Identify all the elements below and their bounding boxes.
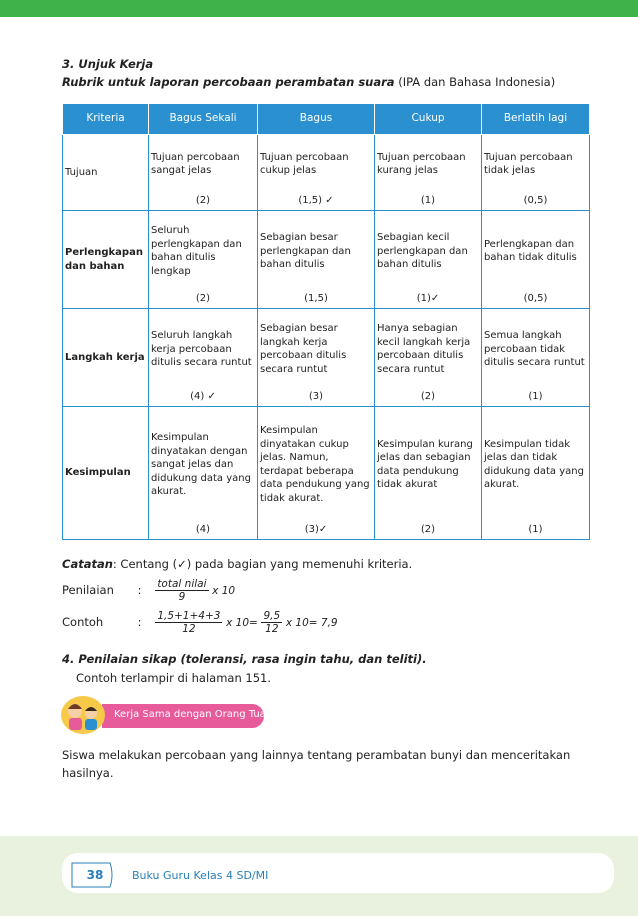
section-4-title: 4. Penilaian sikap (toleransi, rasa ingin tahu, dan teliti). <box>62 652 427 666</box>
family-illustration-icon <box>60 695 106 739</box>
fraction-numerator: 9,5 <box>263 610 281 622</box>
cell-score: (1,5) ✓ <box>298 194 334 206</box>
rubric-cell <box>375 407 482 540</box>
cell-description: Kesimpulan dinyatakan cukup jelas. Namun, terdapat beberapa data pendukung yang tidak akurat. <box>260 425 370 504</box>
table-row <box>63 211 590 309</box>
section-3-title: 3. Unjuk Kerja <box>62 57 154 71</box>
cell-score: (0,5) <box>523 194 548 206</box>
header-cell: Bagus Sekali <box>149 104 258 135</box>
cell-score: (3) <box>308 390 324 402</box>
criterion-cell: Tujuan <box>63 135 149 211</box>
cell-description: Sebagian kecil perlengkapan dan bahan ditulis <box>377 232 468 270</box>
table-row <box>63 407 590 540</box>
contoh-suffix: x 10= 7,9 <box>285 617 338 629</box>
catatan-note <box>62 557 412 571</box>
footer-book-title: Buku Guru Kelas 4 SD/MI <box>132 869 269 882</box>
cell-score: (3)✓ <box>304 523 328 535</box>
top-green-bar <box>0 0 638 17</box>
criterion-cell: Perlengkapan dan bahan <box>63 211 149 309</box>
table-row <box>63 135 590 211</box>
catatan-label: Catatan <box>62 557 113 571</box>
fraction-numerator: 1,5+1+4+3 <box>157 610 221 622</box>
penilaian-suffix: x 10 <box>212 585 236 597</box>
cell-score: (0,5) <box>523 292 548 304</box>
section-4-subtitle: Contoh terlampir di halaman 151. <box>76 671 272 685</box>
cell-description: Tujuan percobaan tidak jelas <box>484 151 573 177</box>
cell-description: Hanya sebagian kecil langkah kerja percobaan ditulis secara runtut <box>377 323 471 375</box>
rubric-title-bold: Rubrik untuk laporan percobaan perambatan suara <box>62 75 395 89</box>
rubric-cell <box>149 309 258 407</box>
rubric-cell <box>375 309 482 407</box>
page-number: 38 <box>86 868 104 882</box>
rubric-cell <box>258 309 375 407</box>
rubric-cell <box>149 407 258 540</box>
cell-description: Seluruh perlengkapan dan bahan ditulis lengkap <box>151 225 242 277</box>
cell-score: (2) <box>195 292 211 304</box>
cell-description: Kesimpulan kurang jelas dan sebagian data pendukung tidak akurat <box>377 438 473 491</box>
rubric-cell <box>149 135 258 211</box>
rubric-cell <box>258 135 375 211</box>
header-cell: Cukup <box>375 104 482 135</box>
fraction-numerator: total nilai <box>157 578 207 590</box>
header-cell: Berlatih lagi <box>482 104 590 135</box>
cell-score: (1) <box>528 523 543 535</box>
penilaian-formula <box>62 578 235 603</box>
penilaian-fraction <box>155 578 208 603</box>
contoh-label: Contoh <box>62 615 104 629</box>
cell-description: Kesimpulan tidak jelas dan tidak didukung data yang akurat. <box>484 438 584 491</box>
rubric-table <box>62 103 590 540</box>
rubric-cell <box>482 407 590 540</box>
cell-score: (4) ✓ <box>190 390 216 402</box>
cell-score: (1)✓ <box>416 292 440 304</box>
fraction-denominator: 12 <box>182 623 196 635</box>
closing-paragraph: Siswa melakukan percobaan yang lainnya tentang perambatan bunyi dan menceritakan hasilnya. <box>62 748 571 780</box>
rubric-cell <box>482 211 590 309</box>
rubric-cell <box>375 211 482 309</box>
catatan-text: : Centang (✓) pada bagian yang memenuhi kriteria. <box>112 557 413 571</box>
rubric-cell <box>258 407 375 540</box>
rubric-cell <box>375 135 482 211</box>
criterion-cell: Langkah kerja <box>63 309 149 407</box>
cell-description: Semua langkah percobaan tidak ditulis secara runtut <box>484 330 585 368</box>
contoh-colon: : <box>137 615 142 629</box>
banner-label: Kerja Sama dengan Orang Tua <box>114 709 266 720</box>
criterion-cell: Kesimpulan <box>63 407 149 540</box>
contoh-fraction-1 <box>155 610 222 635</box>
fraction-denominator: 12 <box>265 623 279 635</box>
cell-score: (1,5) <box>304 292 328 304</box>
rubric-cell <box>149 211 258 309</box>
cell-description: Tujuan percobaan sangat jelas <box>151 151 240 177</box>
penilaian-colon: : <box>137 583 142 597</box>
contoh-fraction-2 <box>261 610 282 635</box>
rubric-title <box>62 75 555 89</box>
fraction-denominator: 9 <box>178 591 186 603</box>
cell-description: Sebagian besar langkah kerja percobaan ditulis secara runtut <box>260 323 347 375</box>
cell-description: Tujuan percobaan cukup jelas <box>260 151 349 177</box>
penilaian-label: Penilaian <box>62 583 114 597</box>
rubric-title-rest: (IPA dan Bahasa Indonesia) <box>394 75 556 89</box>
cell-score: (2) <box>195 194 211 206</box>
cell-score: (2) <box>420 523 436 535</box>
rubric-cell <box>258 211 375 309</box>
cell-score: (2) <box>420 390 436 402</box>
rubric-cell <box>482 309 590 407</box>
cell-score: (1) <box>528 390 543 402</box>
cell-description: Perlengkapan dan bahan tidak ditulis <box>484 238 577 264</box>
header-cell: Bagus <box>258 104 375 135</box>
cell-description: Kesimpulan dinyatakan dengan sangat jelas dan didukung data yang akurat. <box>151 432 251 497</box>
table-row <box>63 309 590 407</box>
cell-description: Seluruh langkah kerja percobaan ditulis secara runtut <box>151 330 252 368</box>
contoh-formula <box>62 610 338 635</box>
page-number-badge <box>70 860 120 890</box>
cell-score: (4) <box>195 523 211 535</box>
cell-score: (1) <box>420 194 436 206</box>
cell-description: Sebagian besar perlengkapan dan bahan ditulis <box>260 232 351 270</box>
rubric-cell <box>482 135 590 211</box>
table-header-row <box>63 104 590 135</box>
contoh-mid: x 10= <box>226 617 258 629</box>
cell-description: Tujuan percobaan kurang jelas <box>377 151 466 177</box>
header-cell: Kriteria <box>63 104 149 135</box>
